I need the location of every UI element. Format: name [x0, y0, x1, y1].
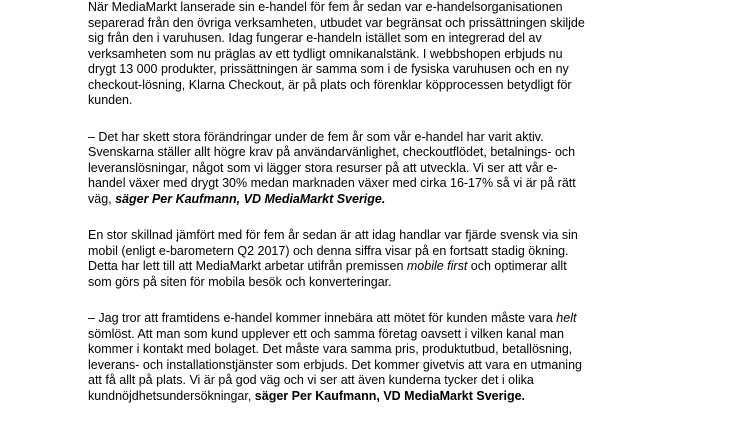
text-line: sig från den i varuhusen. Idag fungerar e-handeln istället som en integrerad del av — [88, 31, 542, 45]
text-segment: Detta har lett till att MediaMarkt arbetar utifrån premissen — [88, 259, 407, 273]
paragraph-quote-2 — [88, 311, 648, 404]
text-segment: kundnöjdhetsundersökningar, — [88, 388, 255, 403]
quote-attribution: säger Per Kaufmann, VD MediaMarkt Sverige. — [254, 388, 526, 403]
text-line: En stor skillnad jämfört med för fem år sedan är att idag handlar var fjärde svensk via sin — [88, 228, 578, 242]
text-line: kommer i kontakt med bolaget. Det måste vara samma pris, produktutbud, betallösning, — [88, 342, 573, 356]
text-line — [88, 311, 648, 327]
text-line: drygt 13 000 produkter, prissättningen är samma som i de fysiska varuhusen och en ny — [88, 62, 569, 76]
text-line: verksamheten som nu präglas av ett tydligt omnikanalstänk. I webbshopen erbjuds nu — [88, 46, 563, 61]
paragraph-intro — [88, 0, 648, 109]
paragraph-mobile — [88, 228, 648, 290]
text-line: sömlöst. Att man som kund upplever ett och samma företag oavsett i vilken kanal man — [88, 326, 564, 341]
text-line: När MediaMarkt lanserade sin e-handel för fem år sedan var e-handelsorganisationen — [88, 0, 563, 14]
text-line — [88, 259, 648, 275]
text-line: separerad från den övriga verksamheten, utbudet var begränsat och prissättningen skiljde — [88, 15, 585, 30]
document-page — [88, 0, 648, 425]
text-line: att få allt på plats. Vi är på god väg och vi ser att även kunderna tycker det i olika — [88, 373, 534, 387]
emphasis-text: helt — [556, 311, 577, 325]
text-segment: väg, — [88, 191, 116, 206]
text-line: leverans- och installationstjänster som erbjuds. Det kommer givetvis att vara en utmaning — [88, 357, 582, 372]
text-line: checkout-lösning, Klarna Checkout, är på plats och förenklar köpprocessen betydligt för — [88, 77, 572, 92]
text-line: leveranslösningar, något som vi lägger stora resurser på att utveckla. Vi ser att vår e- — [88, 160, 558, 175]
text-line: kunden. — [88, 93, 133, 107]
text-line: – Det har skett stora förändringar under de fem år som vår e-handel har varit aktiv. — [88, 129, 544, 144]
emphasis-text: mobile first — [406, 259, 468, 273]
text-line — [88, 192, 648, 208]
text-line: mobil (enligt e-barometern Q2 2017) och denna siffra visar på en fortsatt stadig ökning. — [88, 243, 569, 258]
text-segment: och optimerar allt — [467, 259, 567, 273]
text-line: som görs på siten för mobila besök och konverteringar. — [88, 274, 392, 289]
text-segment: – Jag tror att framtidens e-handel kommer innebära att mötet för kunden måste vara — [88, 311, 557, 325]
text-line: Svenskarna ställer allt högre krav på användarvänlighet, checkoutflödet, betalnings- och — [88, 145, 576, 159]
paragraph-quote-1 — [88, 130, 648, 208]
text-line — [88, 389, 648, 405]
text-line: handel växer med drygt 30% medan marknaden växer med cirka 16-17% så vi är på rätt — [88, 176, 576, 190]
quote-attribution: säger Per Kaufmann, VD MediaMarkt Sverige. — [115, 191, 386, 206]
